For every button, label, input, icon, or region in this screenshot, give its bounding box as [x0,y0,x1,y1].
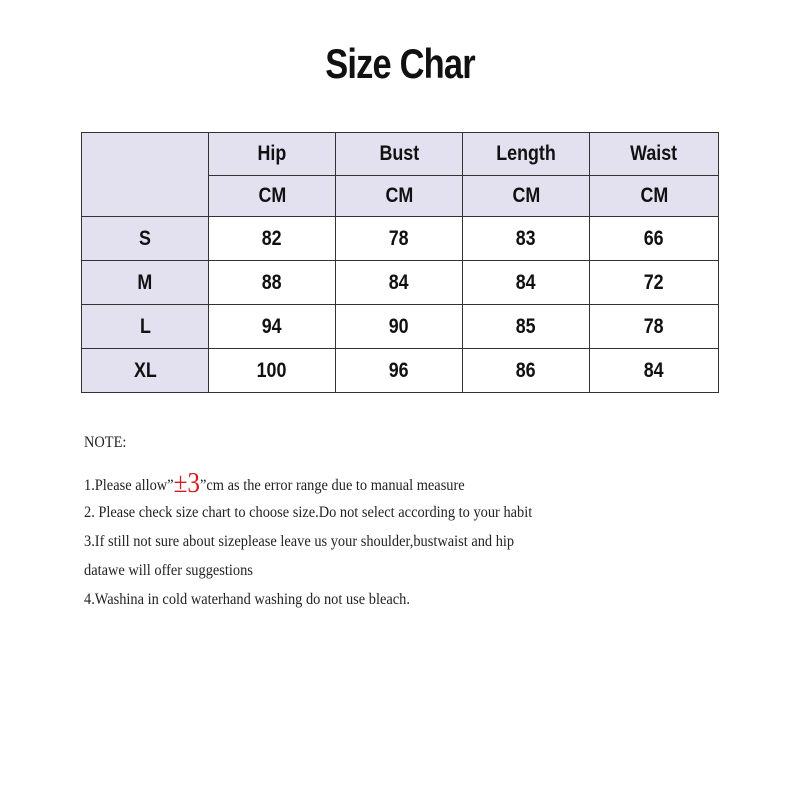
table-cell: 82 [209,217,336,261]
column-header-length: Length [463,133,590,176]
table-row [82,217,719,261]
table-cell: 94 [209,305,336,349]
column-header-bust: Bust [336,133,463,176]
note-line-1: 1.Please allow”±3”cm as the error range due to manual measure [84,468,465,499]
table-cell: 84 [336,261,463,305]
table-cell: 78 [336,217,463,261]
table-cell: 72 [590,261,719,305]
table-row [82,349,719,393]
table-cell: 88 [209,261,336,305]
table-cell: 85 [463,305,590,349]
size-label: S [82,217,209,261]
unit-cell: CM [336,176,463,217]
table-cell: 86 [463,349,590,393]
notes-heading: NOTE: [84,434,127,451]
table-cell: 84 [463,261,590,305]
note-line-2: 2. Please check size chart to choose size.Do not select according to your habit [84,504,533,521]
size-table [81,132,719,393]
page-title: Size Char [325,40,475,87]
corner-cell [82,133,209,217]
unit-cell: CM [463,176,590,217]
table-cell: 83 [463,217,590,261]
size-label: M [82,261,209,305]
unit-cell: CM [209,176,336,217]
note-line-3-continued: datawe will offer suggestions [84,562,253,579]
table-row [82,261,719,305]
table-row [82,305,719,349]
header-row [82,133,719,176]
table-cell: 96 [336,349,463,393]
column-header-hip: Hip [209,133,336,176]
column-header-waist: Waist [590,133,719,176]
size-label: L [82,305,209,349]
error-range-highlight: ±3 [173,468,201,499]
unit-cell: CM [590,176,719,217]
note-line-4: 4.Washina in cold waterhand washing do not use bleach. [84,591,410,608]
table-cell: 66 [590,217,719,261]
table-cell: 78 [590,305,719,349]
notes-section [84,428,696,614]
note-line-3: 3.If still not sure about sizeplease leave us your shoulder,bustwaist and hip [84,533,515,550]
table-cell: 100 [209,349,336,393]
table-cell: 84 [590,349,719,393]
size-label: XL [82,349,209,393]
table-cell: 90 [336,305,463,349]
